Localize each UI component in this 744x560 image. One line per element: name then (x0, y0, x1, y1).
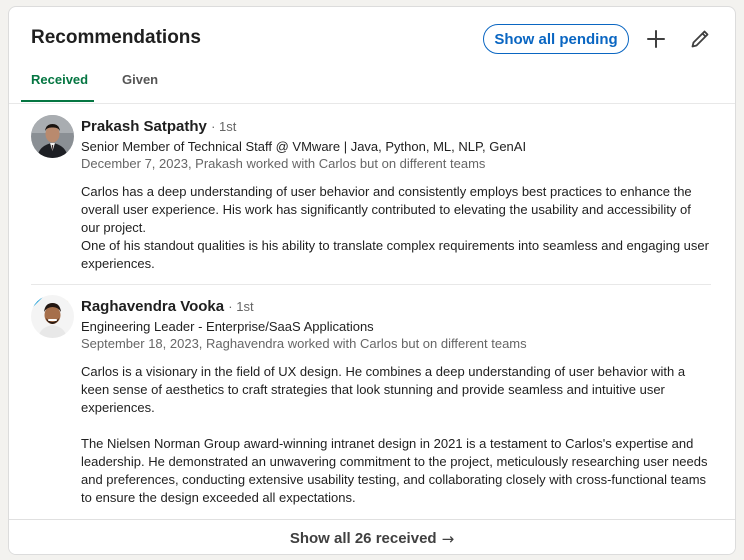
recommendation-paragraph: One of his standout qualities is his ability to translate complex requirements into seamless and engaging user experiences. (81, 238, 709, 271)
active-tab-indicator (21, 100, 94, 102)
show-all-received-button[interactable] (9, 519, 735, 555)
recommendation-meta: September 18, 2023, Raghavendra worked with Carlos but on different teams (81, 336, 527, 351)
tab-given[interactable]: Given (122, 72, 159, 87)
avatar[interactable] (31, 295, 74, 338)
arrow-right-icon: → (441, 529, 455, 548)
avatar-photo (31, 115, 74, 158)
recommender-name[interactable]: Raghavendra Vooka (81, 298, 225, 315)
recommendation-text (81, 183, 711, 273)
edit-recommendations-button[interactable] (684, 23, 716, 55)
recommendations-card (8, 6, 736, 555)
tab-received[interactable]: Received (31, 72, 89, 87)
recommender-headline: Senior Member of Technical Staff @ VMware | Java, Python, ML, NLP, GenAI (81, 139, 527, 154)
add-recommendation-button[interactable] (640, 23, 672, 55)
recommendation-paragraph: Carlos is a visionary in the field of UX design. He combines a deep understanding of user behavior with a keen sense of aesthetics to craft strategies that look stunning and provide seamless and intuitive user experiences. (81, 364, 686, 415)
recommendation-paragraph: Carlos has a deep understanding of user behavior and consistently employs best practices to enhance the overall user experience. His work has significantly contributed to elevating the usability and accessibility of our project. (81, 184, 692, 235)
recommender-name-line (81, 118, 236, 135)
recommendation-tabs (9, 63, 735, 103)
recommender-headline: Engineering Leader - Enterprise/SaaS Applications (81, 319, 374, 334)
section-title: Recommendations (31, 27, 201, 48)
avatar[interactable] (31, 115, 74, 158)
recommendation-divider (31, 284, 711, 285)
avatar-photo (31, 295, 74, 338)
recommendation-text (81, 363, 711, 507)
connection-degree: · 1st (228, 299, 254, 314)
plus-icon (646, 29, 666, 49)
pencil-icon (690, 29, 710, 49)
recommender-name-line (81, 298, 254, 315)
recommendation-meta: December 7, 2023, Prakash worked with Carlos but on different teams (81, 156, 486, 171)
recommender-name[interactable]: Prakash Satpathy (81, 118, 207, 135)
connection-degree: · 1st (211, 119, 237, 134)
show-all-received-label: Show all 26 received (289, 530, 437, 547)
recommendation-paragraph: The Nielsen Norman Group award-winning intranet design in 2021 is a testament to Carlos's expertise and leadership. He demonstrated an unwavering commitment to the project, meticulously researching user needs and preferences, conducting extensive usability testing, and collaborating closely with cross-functional teams to ensure the design exceeded all expectations. (81, 436, 708, 505)
show-all-pending-button[interactable]: Show all pending (483, 24, 629, 54)
tabs-divider (9, 103, 735, 104)
